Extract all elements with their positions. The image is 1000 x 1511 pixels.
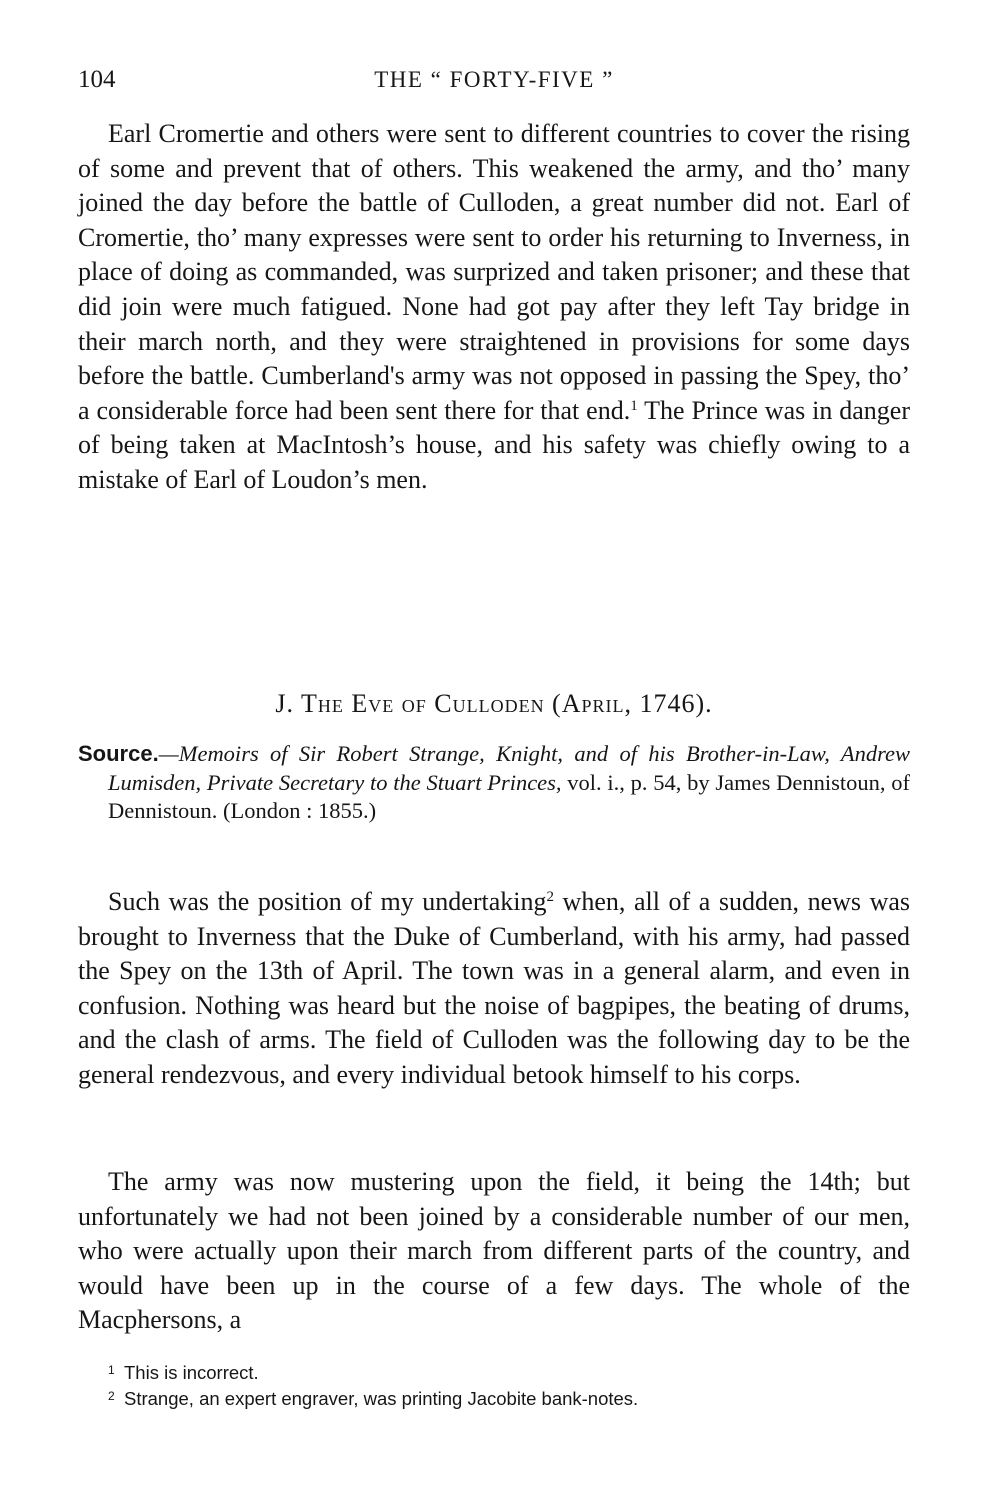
paragraph-3	[78, 1165, 910, 1338]
paragraph-1-body: Earl Cromertie and others were sent to different countries to cover the rising of some and prevent that of others. This weakened the army, and tho’ many joined the day before the battle of Culloden, a great number did not. Earl of Cromertie, tho’ many expresses were sent to order his returning to Inverness, in place of doing as commanded, was surprized and taken prisoner; and these that did join were much fatigued. None had got pay after they left Tay bridge in their march north, and they were straightened in provisions for some days before the battle. Cumberland's army was not opposed in passing the Spey, tho’ a considerable force had been sent there for that end.	[78, 119, 910, 425]
footnote-ref-1: 1	[630, 397, 638, 414]
footnote-text: This is incorrect.	[124, 1362, 259, 1383]
footnotes	[108, 1360, 908, 1412]
paragraph-text	[78, 117, 910, 498]
source-citation	[78, 740, 910, 826]
paragraph-2	[78, 885, 910, 1093]
footnote-2	[108, 1386, 908, 1412]
paragraph-1-tail: The Prince was in danger of being taken at MacIntosh’s house, and his safety was chiefly owing to a mistake of Earl of Loudon’s men.	[78, 395, 910, 494]
paragraph-2-tail: when, all of a sudden, news was brought to Inverness that the Duke of Cumberland, with his army, had passed the Spey on the 13th of April. The town was in a general alarm, and even in confusion. Nothing was heard but the noise of bagpipes, the beating of drums, and the clash of arms. The field of Culloden was the following day to be the general rendezvous, and every individual betook himself to his corps.	[78, 887, 911, 1089]
footnote-ref-2: 2	[546, 889, 554, 905]
page-number: 104	[78, 66, 116, 93]
footnote-mark: 2	[108, 1389, 115, 1403]
footnote-1	[108, 1360, 908, 1386]
paragraph-text: The army was now mustering upon the field, it being the 14th; but unfortunately we had not been joined by a considerable number of our men, who were actually upon their march from different parts of the country, and would have been up in the course of a few days. The whole of the Macphersons, a	[78, 1167, 910, 1335]
paragraph-2-head: Such was the position of my undertaking	[108, 887, 547, 916]
paragraph-1	[78, 117, 910, 498]
paragraph-text	[78, 885, 910, 1093]
page-header	[78, 60, 910, 100]
footnote-text: Strange, an expert engraver, was printing Jacobite bank-notes.	[124, 1388, 639, 1409]
footnote-mark: 1	[108, 1363, 115, 1377]
source-details: vol. i., p. 54, by James Dennistoun, of Dennistoun. (London : 1855.)	[108, 769, 910, 824]
source-label: Source.	[78, 741, 159, 766]
section-heading: J. The Eve of Culloden (April, 1746).	[275, 689, 713, 718]
running-head: THE “ FORTY-FIVE ”	[374, 67, 614, 92]
source-title: —Memoirs of Sir Robert Strange, Knight, and of his Brother-in-Law, Andrew Lumisden, Private Secretary to the Stuart Princes,	[108, 741, 910, 795]
